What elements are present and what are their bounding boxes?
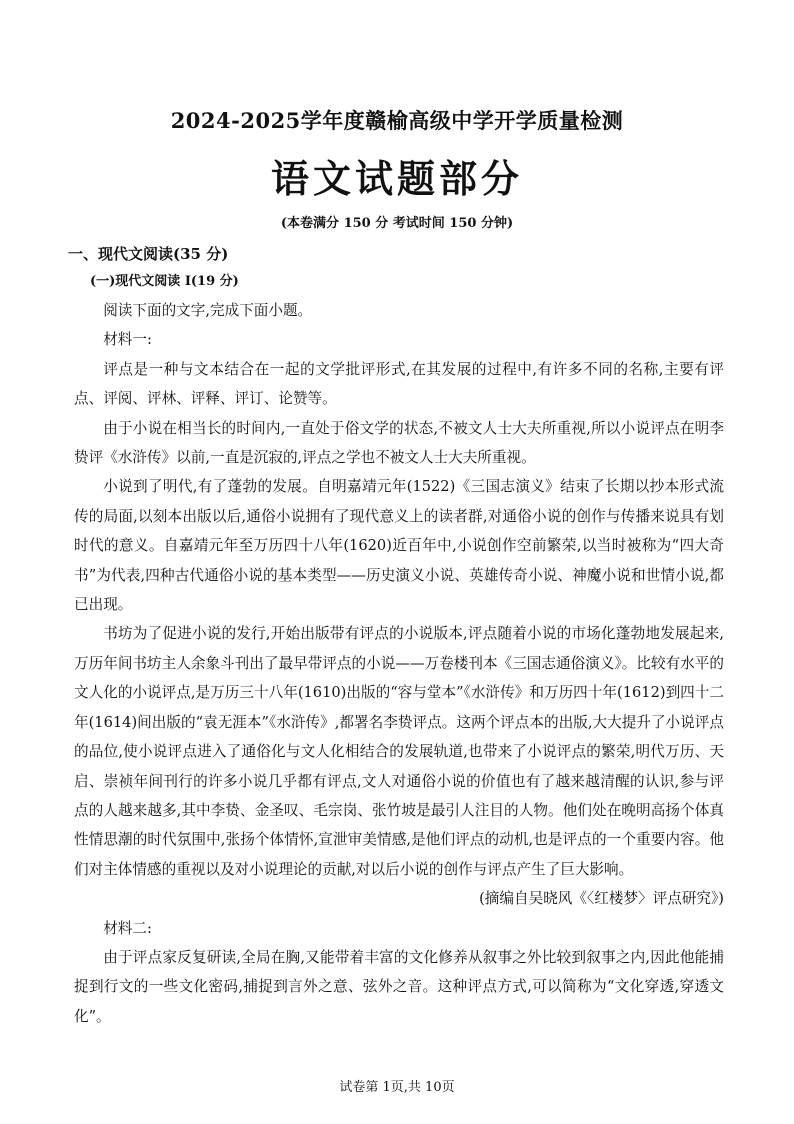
material-two-label: 材料二: — [103, 919, 152, 937]
source-citation: (摘编自吴晓风《〈红楼梦〉评点研究》) — [479, 890, 724, 908]
exam-note: (本卷满分 150 分 考试时间 150 分钟) — [280, 216, 514, 231]
paragraph: 由于评点家反复研读,全局在胸,又能带着丰富的文化修养从叙事之外比较到叙事之内,因此他能捕捉到行文的一些文化密码,捕捉到言外之意、弦外之音。这种评点方式,可以简称为“文化穿透,穿透文化”。 — [74, 948, 724, 1025]
material-one-label: 材料一: — [103, 331, 152, 349]
paragraph: 由于小说在相当长的时间内,一直处于俗文学的状态,不被文人士大夫所重视,所以小说评点在明李贽评《水浒传》以前,一直是沉寂的,评点之学也不被文人士大夫所重视。 — [74, 419, 724, 467]
section-title: 一、现代文阅读(35 分) — [68, 245, 229, 263]
subsection-title: (一)现代文阅读 I(19 分) — [90, 274, 239, 289]
article-body — [74, 296, 724, 1031]
page-footer: 试卷第 1页,共 10页 — [339, 1080, 455, 1095]
paragraph: 评点是一种与文本结合在一起的文学批评形式,在其发展的过程中,有许多不同的名称,主要有评点、评阅、评林、评释、评订、论赞等。 — [74, 360, 724, 408]
paragraph: 小说到了明代,有了蓬勃的发展。自明嘉靖元年(1522)《三国志演义》结束了长期以抄本形式流传的局面,以刻本出版以后,通俗小说拥有了现代意义上的读者群,对通俗小说的创作与传播来说具有划时代的意义。自嘉靖元年至万历四十八年(1620)近百年中,小说创作空前繁荣,以当时被称为“四大奇书”为代表,四种古代通俗小说的基本类型——历史演义小说、英雄传奇小说、神魔小说和世情小说,都已出现。 — [74, 478, 724, 614]
exam-title: 2024-2025学年度赣榆高级中学开学质量检测 — [170, 108, 624, 133]
paragraph: 书坊为了促进小说的发行,开始出版带有评点的小说版本,评点随着小说的市场化蓬勃地发展起来,万历年间书坊主人余象斗刊出了最早带评点的小说——万卷楼刊本《三国志通俗演义》。比较有水平的文人化的小说评点,是万历三十八年(1610)出版的“容与堂本”《水浒传》和万历四十年(1612)到四十二年(1614)间出版的“袁无涯本”《水浒传》,都署名李贽评点。这两个评点本的出版,大大提升了小说评点的品位,使小说评点进入了通俗化与文人化相结合的发展轨道,也带来了小说评点的繁荣,明代万历、天启、崇祯年间刊行的许多小说几乎都有评点,文人对通俗小说的价值也有了越来越清醒的认识,参与评点的人越来越多,其中李贽、金圣叹、毛宗岗、张竹坡是最引人注目的人物。他们处在晚明高扬个体真性情思潮的时代氛围中,张扬个体情怀,宣泄审美情感,是他们评点的动机,也是评点的一个重要内容。他们对主体情感的重视以及对小说理论的贡献,对以后小说的创作与评点产生了巨大影响。 — [74, 625, 724, 878]
instruction: 阅读下面的文字,完成下面小题。 — [103, 302, 313, 319]
subject-title: 语文试题部分 — [270, 156, 523, 201]
